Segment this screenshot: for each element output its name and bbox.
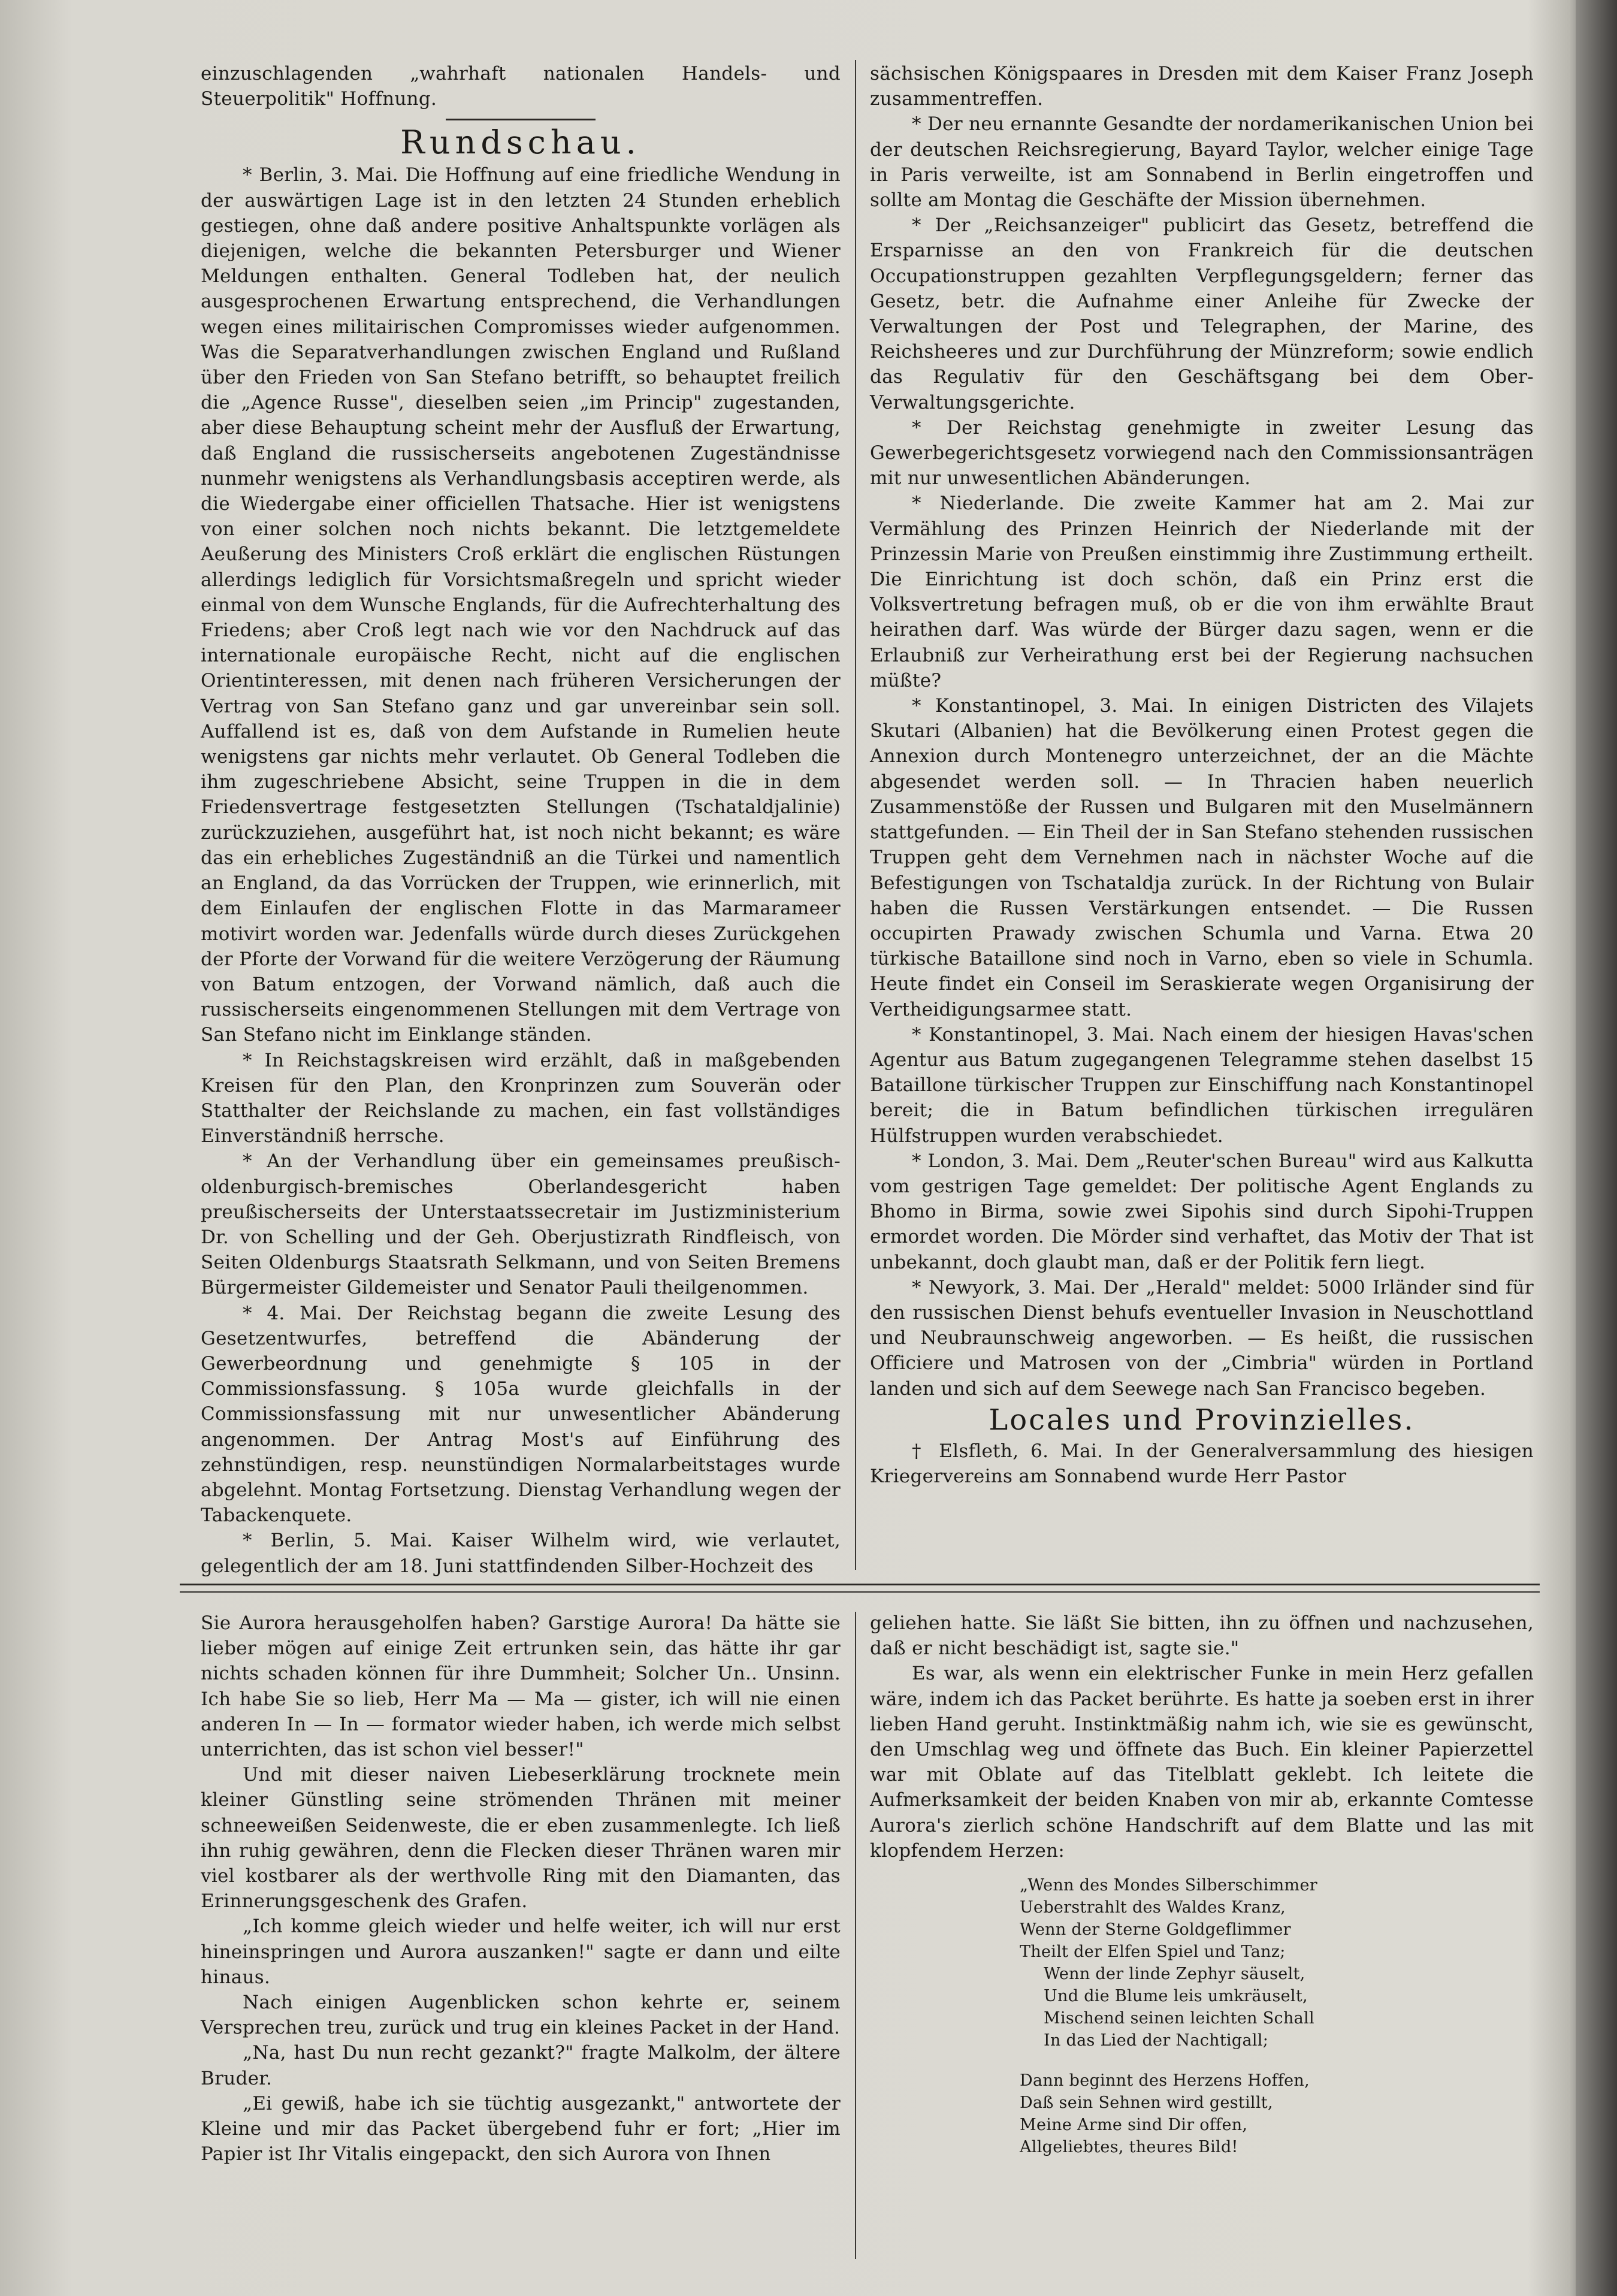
column-divider-top (855, 60, 856, 1570)
poem-line: Und die Blume leis umkräuselt, (1044, 1987, 1308, 2006)
news-paragraph: * 4. Mai. Der Reichstag begann die zweite Lesung des Gesetzentwurfes, betreffend die Abänderung der Gewerbeordnung und genehmigte § 105 in der Commissionsfassung. § 105a wurde gleichfalls in der Commissionsfassung mit nur unwesentlicher Abänderung angenommen. Der Antrag Most's auf Einführung des zehnstündigen, resp. neunstündigen Normalarbeitstages wurde abgelehnt. Montag Fortsetzung. Dienstag Verhandlung wegen der Tabackenquete. (201, 1302, 841, 1527)
column-divider-bottom (855, 1612, 856, 2259)
poem-line: „Wenn des Mondes Silberschimmer (1020, 1876, 1317, 1895)
story-paragraph: „Na, hast Du nun recht gezankt?" fragte Malkolm, der ältere Bruder. (201, 2042, 841, 2089)
news-paragraph: * Konstantinopel, 3. Mai. Nach einem der hiesigen Havas'schen Agentur aus Batum zugegangenen Telegramme stehen daselbst 15 Bataillone türkischer Truppen zur Einschiffung nach Konstantinopel bereit; die in Batum befindlichen türkischen irregulären Hülfstruppen wurden verabschiedet. (870, 1023, 1534, 1147)
news-paragraph: * Niederlande. Die zweite Kammer hat am 2. Mai zur Vermählung des Prinzen Heinrich der Niederlande mit der Prinzessin Marie von Preußen einstimmig ihre Zustimmung ertheilt. Die Einrichtung ist doch schön, daß ein Prinz erst die Volksvertretung befragen muß, ob er die von ihm erwählte Braut heirathen darf. Was würde der Bürger dazu sagen, wenn er die Erlaubniß zur Verheirathung erst bei der Regierung nachsuchen müßte? (870, 493, 1534, 691)
intro-text: einzuschlagenden „wahrhaft nationalen Handels- und Steuerpolitik" Hoffnung. (201, 63, 841, 110)
story-paragraph: Es war, als wenn ein elektrischer Funke in mein Herz gefallen wäre, indem ich das Packet berührte. Es hatte ja soeben erst in ihrer lieben Hand geruht. Instinktmäßig nahm ich, wie sie es gewünscht, den Umschlag weg und öffnete das Buch. Ein kleiner Papierzettel war mit Oblate auf das Titelblatt geklebt. Ich leitete die Aufmerksamkeit der beiden Knaben von mir ab, erkannte Comtesse Aurora's zierlich schöne Handschrift auf dem Blatte und las mit klopfendem Herzen: (870, 1663, 1534, 1862)
page-edge-shadow (1576, 0, 1617, 2296)
poem-line: Wenn der Sterne Goldgeflimmer (1020, 1920, 1291, 1939)
poem-line: Wenn der linde Zephyr säuselt, (1044, 1965, 1305, 1984)
story-paragraph: geliehen hatte. Sie läßt Sie bitten, ihn zu öffnen und nachzusehen, daß er nicht beschädigt ist, sagte sie." (870, 1612, 1534, 1660)
story-paragraph: Sie Aurora herausgeholfen haben? Garstige Aurora! Da hätte sie lieber mögen auf einige Zeit ertrunken sein, das hätte ihr gar nichts schaden können für ihre Dummheit; Solcher Un.. Unsinn. Ich habe Sie so lieb, Herr Ma — Ma — gister, ich will nie einen anderen In — In — formator wieder haben, ich werde mich selbst unterrichten, das ist schon viel besser!" (201, 1612, 841, 1761)
news-column-left (201, 61, 841, 1579)
poem (1020, 1874, 1534, 2158)
story-paragraph: „Ich komme gleich wieder und helfe weiter, ich will nur erst hineinspringen und Aurora auszanken!" sagte er dann und eilte hinaus. (201, 1916, 841, 1988)
poem-line: Ueberstrahlt des Waldes Kranz, (1020, 1898, 1286, 1917)
poem-line: Dann beginnt des Herzens Hoffen, (1020, 2071, 1310, 2090)
news-paragraph: * An der Verhandlung über ein gemeinsames preußisch-oldenburgisch-bremisches Oberlandesgericht haben preußischerseits der Unterstaatssecretair im Justizministerium Dr. von Schelling und der Geh. Oberjustizrath Rindfleisch, von Seiten Oldenburgs Staatsrath Selkmann, und von Seiten Bremens Bürgermeister Gildemeister und Senator Pauli theilgenommen. (201, 1150, 841, 1299)
poem-line: In das Lied der Nachtigall; (1044, 2031, 1269, 2050)
news-paragraph: * Der neu ernannte Gesandte der nordamerikanischen Union bei der deutschen Reichsregierung, Bayard Taylor, welcher einige Tage in Paris verweilte, ist am Sonnabend in Berlin eingetroffen und sollte am Montag die Geschäfte der Mission übernehmen. (870, 113, 1534, 212)
news-paragraph: * London, 3. Mai. Dem „Reuter'schen Bureau" wird aus Kalkutta vom gestrigen Tage gemeldet: Der politische Agent Englands zu Bhomo in Birma, sowie zwei Sipohis sind durch Sipohi-Truppen ermordet worden. Die Mörder sind verhaftet, das Motiv der That ist unbekannt, doch glaubt man, daß er der Politik fern liegt. (870, 1150, 1534, 1273)
stanza-gap (1020, 2052, 1534, 2070)
poem-line: Theilt der Elfen Spiel und Tanz; (1020, 1942, 1286, 1962)
section-heading-rundschau: Rundschau. (400, 123, 641, 162)
local-news-paragraph: † Elsfleth, 6. Mai. In der Generalversammlung des hiesigen Kriegervereins am Sonnabend wurde Herr Pastor (870, 1440, 1534, 1487)
news-paragraph: * In Reichstagskreisen wird erzählt, daß in maßgebenden Kreisen für den Plan, den Kronprinzen zum Souverän oder Statthalter der Reichslande zu machen, ein fast vollständiges Einverständniß herrsche. (201, 1049, 841, 1147)
news-paragraph: * Konstantinopel, 3. Mai. In einigen Districten des Vilajets Skutari (Albanien) hat die Bevölkerung einen Protest gegen die Annexion durch Montenegro unterzeichnet, der an die Mächte abgesendet werden soll. — In Thracien haben neuerlich Zusammenstöße der Russen und Bulgaren mit den Muselmännern stattgefunden. — Ein Theil der in San Stefano stehenden russischen Truppen geht dem Vernehmen nach in nächster Woche auf die Befestigungen von Tschataldja zurück. In der Richtung von Bulair haben die Russen Verstärkungen entsendet. — Die Russen occupirten Prawady zwischen Schumla und Varna. Etwa 20 türkische Bataillone sind noch in Varno, eben so viele in Schumla. Heute findet ein Conseil im Seraskierate wegen Organisirung der Vertheidigungsarmee statt. (870, 695, 1534, 1020)
poem-line: Meine Arme sind Dir offen, (1020, 2116, 1248, 2135)
poem-line: Daß sein Sehnen wird gestillt, (1020, 2093, 1273, 2113)
poem-line: Allgeliebtes, theures Bild! (1020, 2138, 1238, 2157)
news-paragraph: * Der „Reichsanzeiger" publicirt das Gesetz, betreffend die Ersparnisse an den von Frankreich für die deutschen Occupationstruppen gezahlten Verpflegungsgeldern; ferner das Gesetz, betr. die Aufnahme einer Anleihe für Zwecke der Verwaltungen der Post und Telegraphen, der Marine, des Reichsheeres und zur Durchführung der Münzreform; sowie endlich das Regulativ für den Geschäftsgang bei dem Ober-Verwaltungsgerichte. (870, 215, 1534, 413)
news-paragraph: * Berlin, 5. Mai. Kaiser Wilhelm wird, wie verlautet, gelegentlich der am 18. Juni stattfindenden Silber-Hochzeit des (201, 1530, 841, 1577)
section-heading-locales: Locales und Provinzielles. (989, 1403, 1415, 1437)
news-column-right (870, 61, 1534, 1489)
news-paragraph: * Newyork, 3. Mai. Der „Herald" meldet: 5000 Irländer sind für den russischen Dienst behufs eventueller Invasion in Neuschottland und Neubraunschweig angeworben. — Es heißt, die russischen Officiere und Matrosen von der „Cimbria" würden in Portland landen und sich auf dem Seewege nach San Francisco begeben. (870, 1276, 1534, 1400)
news-paragraph: sächsischen Königspaares in Dresden mit dem Kaiser Franz Joseph zusammentreffen. (870, 63, 1534, 110)
feuilleton-column-right (870, 1611, 1534, 2158)
heading-rule (446, 119, 596, 120)
feuilleton-separator-rule (180, 1584, 1540, 1593)
news-paragraph: * Berlin, 3. Mai. Die Hoffnung auf eine friedliche Wendung in der auswärtigen Lage ist in den letzten 24 Stunden erheblich gestiegen, ohne daß andere positive Anhaltspunkte vorlägen als diejenigen, welche die bekannten Petersburger und Wiener Meldungen enthalten. General Todleben hat, der neulich ausgesprochenen Erwartung entsprechend, die Verhandlungen wegen eines militairischen Compromisses wieder aufgenommen. Was die Separatverhandlungen zwischen England und Rußland über den Frieden von San Stefano betrifft, so behauptet freilich die „Agence Russe", dieselben seien „im Princip" zugestanden, aber diese Behauptung scheint mehr der Ausfluß der Erwartung, daß England die russischerseits angebotenen Zugeständnisse nunmehr wenigstens als Verhandlungsbasis acceptiren werde, als die Wiedergabe einer officiellen Thatsache. Hier ist wenigstens von einer solchen noch nichts bekannt. Die letztgemeldete Aeußerung des Ministers Croß erklärt die englischen Rüstungen allerdings lediglich für Vorsichtsmaßregeln und spricht wieder einmal von dem Wunsche Englands, für die Aufrechterhaltung des Friedens; aber Croß legt nach wie vor den Nachdruck auf das internationale europäische Recht, nicht auf die englischen Orientinteressen, mit denen nach früheren Versicherungen der Vertrag von San Stefano ganz und gar unvereinbar sein soll. Auffallend ist es, daß von dem Aufstande in Rumelien heute wenigstens gar nichts mehr verlautet. Ob General Todleben die ihm zugeschriebene Absicht, seine Truppen in die in dem Friedensvertrage festgesetzten Stellungen (Tschataldjalinie) zurückzuziehen, ausgeführt hat, ist noch nicht bekannt; es wäre das ein erhebliches Zugeständniß an die Türkei und namentlich an England, da das Vorrücken der Truppen, wie erinnerlich, mit dem Einlaufen der englischen Flotte in das Marmarameer motivirt worden war. Jedenfalls würde durch dieses Zurückgehen der Pforte der Vorwand für die weitere Verzögerung der Räumung von Batum entzogen, der Vorwand nämlich, daß auch die russischerseits eingenommenen Stellungen mit dem Vertrage von San Stefano nicht im Einklange ständen. (201, 164, 841, 1046)
poem-line: Mischend seinen leichten Schall (1044, 2009, 1314, 2028)
feuilleton-column-left (201, 1611, 841, 2167)
story-paragraph: Und mit dieser naiven Liebeserklärung trocknete mein kleiner Günstling seine strömenden Thränen mit meiner schneeweißen Seidenweste, die er eben zusammenlegte. Ich ließ ihn ruhig gewähren, denn die Flecken dieser Thränen waren mir viel kostbarer als der werthvolle Ring mit den Diamanten, das Erinnerungsgeschenk des Grafen. (201, 1764, 841, 1913)
story-paragraph: „Ei gewiß, habe ich sie tüchtig ausgezankt," antwortete der Kleine und mir das Packet übergebend fuhr er fort; „Hier im Papier ist Ihr Vitalis eingepackt, den sich Aurora von Ihnen (201, 2092, 841, 2165)
news-paragraph: * Der Reichstag genehmigte in zweiter Lesung das Gewerbegerichtsgesetz vorwiegend nach den Commissionsanträgen mit nur unwesentlichen Abänderungen. (870, 416, 1534, 490)
story-paragraph: Nach einigen Augenblicken schon kehrte er, seinem Versprechen treu, zurück und trug ein kleines Packet in der Hand. (201, 1992, 841, 2039)
